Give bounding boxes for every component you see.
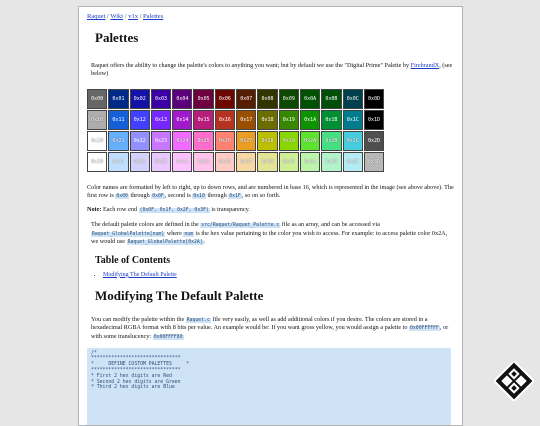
inline-code: src/Raquet/Raquet_Palette.c	[201, 222, 280, 228]
defaults-paragraph	[87, 221, 454, 247]
raquet-logo-icon	[494, 361, 534, 401]
palette-swatch: 0x17	[236, 110, 256, 130]
color-names-text: , so on so forth.	[241, 191, 281, 199]
note-text: is transparency.	[209, 206, 250, 214]
palette-swatch: 0x27	[236, 131, 256, 151]
defaults-text: file as an array, and can be accessed via	[280, 220, 380, 228]
palette-swatch: 0x08	[257, 89, 277, 109]
note-paragraph	[87, 206, 454, 215]
defaults-text: The default palette colors are defined in the	[91, 220, 201, 228]
inline-code: 0x00	[116, 193, 128, 199]
palette-swatch: 0x00	[87, 89, 107, 109]
palette-swatch: 0x33	[151, 152, 171, 172]
color-names-text: Color names are formatted by left to right, up to down rows, and are numbered in base 16, which is represented in the image (see above above). The first row is	[87, 184, 454, 199]
palette-grid	[87, 89, 381, 172]
intro-paragraph	[87, 62, 454, 77]
breadcrumb	[87, 13, 454, 20]
palette-swatch: 0x0D	[364, 89, 384, 109]
breadcrumb-separator: /	[124, 13, 127, 20]
modify-text: You can modify the palette within the	[91, 315, 186, 323]
breadcrumb-raquet[interactable]: Raquet	[87, 13, 106, 20]
palette-swatch: 0x06	[215, 89, 235, 109]
palette-swatch: 0x1C	[343, 110, 363, 130]
palette-swatch: 0x22	[130, 131, 150, 151]
palette-swatch: 0x09	[279, 89, 299, 109]
palette-swatch: 0x25	[193, 131, 213, 151]
palette-swatch: 0x1A	[300, 110, 320, 130]
toc-list	[87, 272, 454, 278]
code-block: /* ******************************* * DEFINE CUSTOM PALETTES * ******************************* * First 2 hex digits are Red * Second 2 hex digits are Green * Third 2 hex digits are Blue	[87, 348, 451, 426]
palette-swatch: 0x24	[172, 131, 192, 151]
toc-title: Table of Contents	[95, 254, 171, 266]
palette-swatch: 0x0C	[343, 89, 363, 109]
palette-swatch: 0x1D	[364, 110, 384, 130]
breadcrumb-separator: /	[139, 13, 142, 20]
palette-swatch: 0x29	[279, 131, 299, 151]
breadcrumb-v1x[interactable]: v1x	[128, 13, 138, 20]
inline-code: 0x00FFFF80	[153, 334, 183, 340]
color-names-text: through	[128, 191, 152, 199]
palette-swatch: 0x26	[215, 131, 235, 151]
note-text: Each row end	[101, 206, 139, 214]
palette-swatch: 0x3B	[321, 152, 341, 172]
palette-swatch: 0x07	[236, 89, 256, 109]
palette-swatch: 0x20	[87, 131, 107, 151]
palette-swatch: 0x21	[108, 131, 128, 151]
palette-swatch: 0x35	[193, 152, 213, 172]
palette-swatch: 0x01	[108, 89, 128, 109]
palette-swatch: 0x13	[151, 110, 171, 130]
palette-swatch: 0x11	[108, 110, 128, 130]
palette-swatch: 0x03	[151, 89, 171, 109]
palette-swatch: 0x28	[257, 131, 277, 151]
page-title: Palettes	[95, 30, 139, 45]
palette-swatch: 0x05	[193, 89, 213, 109]
palette-swatch: 0x3C	[343, 152, 363, 172]
palette-swatch: 0x3A	[300, 152, 320, 172]
inline-code: 0x10	[193, 193, 205, 199]
palette-swatch: 0x3D	[364, 152, 384, 172]
palette-swatch: 0x2B	[321, 131, 341, 151]
breadcrumb-palettes[interactable]: Palettes	[143, 13, 164, 20]
palette-swatch: 0x31	[108, 152, 128, 172]
palette-swatch: 0x2A	[300, 131, 320, 151]
palette-swatch: 0x37	[236, 152, 256, 172]
palette-swatch: 0x10	[87, 110, 107, 130]
section-title-modifying: Modifying The Default Palette	[95, 287, 264, 303]
palette-swatch: 0x38	[257, 152, 277, 172]
color-names-text: , second is	[164, 191, 193, 199]
inline-code: 0x00FFFFFF	[410, 326, 439, 332]
inline-code: 0x1F	[229, 193, 241, 199]
modify-text: , or with some translucency:	[91, 324, 449, 340]
modify-paragraph	[87, 316, 454, 342]
palette-swatch: 0x32	[130, 152, 150, 172]
page-content	[78, 6, 463, 426]
palette-swatch: 0x0A	[300, 89, 320, 109]
breadcrumb-separator: /	[107, 13, 109, 20]
palette-swatch: 0x14	[172, 110, 192, 130]
defaults-text: is the hex value pertaining to the color you wish to access. For example: to access palette color 0x2A, we would use	[91, 229, 448, 246]
palette-swatch: 0x1B	[321, 110, 341, 130]
palette-swatch: 0x2C	[343, 131, 363, 151]
palette-swatch: 0x04	[172, 89, 192, 109]
palette-swatch: 0x18	[257, 110, 277, 130]
palette-swatch: 0x0B	[321, 89, 341, 109]
toc-item	[103, 272, 454, 278]
palette-swatch: 0x2D	[364, 131, 384, 151]
palette-swatch: 0x34	[172, 152, 192, 172]
breadcrumb-wiki[interactable]: Wiki	[110, 13, 124, 20]
intro-text: Raquet offers the ability to change the palette's colors to anything you want; but by default we use the "Digital Prime" Palette by	[91, 62, 411, 69]
palette-swatch: 0x16	[215, 110, 235, 130]
color-names-text: through	[205, 191, 229, 199]
inline-code: Raquet.c	[186, 317, 210, 323]
note-label: Note:	[87, 206, 102, 214]
inline-code: Raquet_GlobalPalette[num]	[92, 231, 165, 237]
inline-code: num	[184, 231, 194, 237]
firebrandx-link[interactable]: FirebrandX	[410, 62, 440, 69]
inline-code: Raquet_GlobalPalette[0x2A]	[127, 240, 203, 246]
palette-swatch: 0x12	[130, 110, 150, 130]
palette-swatch: 0x15	[193, 110, 213, 130]
intro-text-end: , (see below)	[91, 62, 453, 77]
defaults-text: where	[165, 229, 184, 237]
color-names-paragraph	[87, 184, 454, 200]
palette-swatch: 0x23	[151, 131, 171, 151]
palette-swatch: 0x19	[279, 110, 299, 130]
inline-code: 0x0F	[152, 193, 164, 199]
palette-swatch: 0x39	[279, 152, 299, 172]
inline-code: (0x0F, 0x1F, 0x2F, 0x3F)	[139, 208, 209, 214]
defaults-text: .	[203, 238, 206, 246]
palette-swatch: 0x36	[215, 152, 235, 172]
palette-swatch: 0x02	[130, 89, 150, 109]
toc-link-modifying[interactable]: Modifying The Default Palette	[103, 271, 177, 278]
modify-text: file very easily, as well as add additional colors if you desire. The colors are stored in a hexadecimal RGBA format with 8 bits per value. An example would be: If you want gross yellow, you would assign a palette to	[91, 315, 428, 332]
palette-swatch: 0x30	[87, 152, 107, 172]
